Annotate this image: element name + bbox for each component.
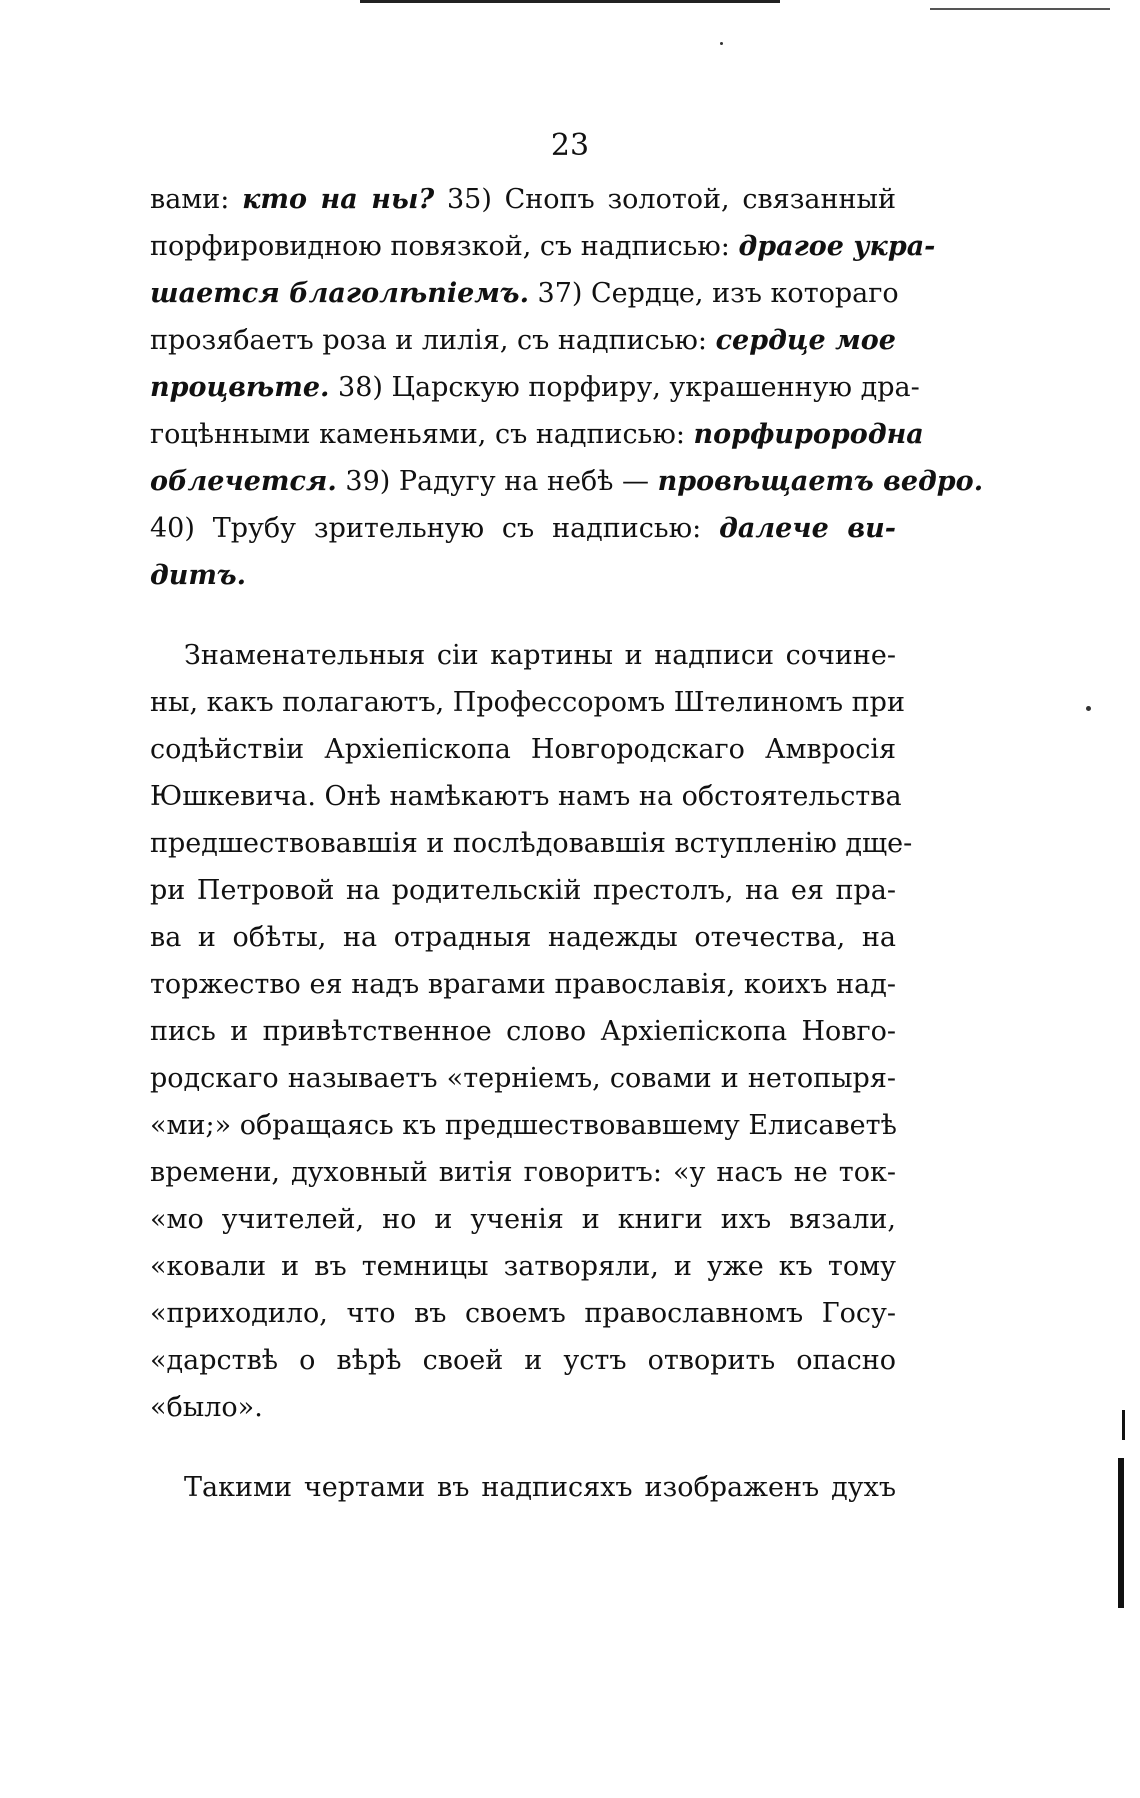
paragraph-commentary (150, 632, 913, 1431)
text-line: Такими чертами въ надписяхъ изображенъ духъ (184, 1472, 896, 1503)
scan-edge-mark (1118, 1458, 1124, 1608)
text-line: родскаго называетъ «терніемъ, совами и нетопыря- (150, 1063, 896, 1094)
text-line: пись и привѣтственное слово Архіепіскопа Новго- (150, 1016, 896, 1047)
scan-speck (1086, 706, 1091, 711)
text-line: облечется. 39) Радугу на небѣ — провѣщаетъ ведро. (150, 466, 984, 497)
paragraph-closing (150, 1464, 896, 1511)
page-number: 23 (550, 128, 590, 163)
paragraph-emblems (150, 176, 984, 599)
text-line: «мо учителей, но и ученія и книги ихъ вязали, (150, 1204, 896, 1235)
text-line: прозябаетъ роза и лилія, съ надписью: сердце мое (150, 325, 896, 356)
text-line: вами: кто на ны? 35) Снопъ золотой, связанный (150, 184, 896, 215)
text-line: ва и обѣты, на отрадныя надежды отечества, на (150, 922, 896, 953)
top-right-rule (930, 8, 1110, 10)
text-line: процвѣте. 38) Царскую порфиру, украшенную дра- (150, 372, 920, 403)
text-line: шается благолѣпіемъ. 37) Сердце, изъ котораго (150, 278, 899, 309)
text-line: предшествовавшія и послѣдовавшія вступленію дще- (150, 828, 913, 859)
text-line: порфировидною повязкой, съ надписью: драгое укра- (150, 231, 936, 262)
text-line: «было». (150, 1392, 263, 1423)
text-line: торжество ея надъ врагами православія, коихъ над- (150, 969, 896, 1000)
text-line: Знаменательныя сіи картины и надписи сочине- (184, 640, 896, 671)
text-line: ри Петровой на родительскій престолъ, на ея пра- (150, 875, 896, 906)
text-line: содѣйствіи Архіепіскопа Новгородскаго Амвросія (150, 734, 896, 765)
top-rule (360, 0, 780, 3)
text-line: «ковали и въ темницы затворяли, и уже къ тому (150, 1251, 896, 1282)
text-line: ны, какъ полагаютъ, Профессоромъ Штелиномъ при (150, 687, 905, 718)
scan-edge-mark (1122, 1410, 1125, 1440)
text-line: «приходило, что въ своемъ православномъ Госу- (150, 1298, 896, 1329)
text-line: 40) Трубу зрительную съ надписью: далече ви- (150, 513, 897, 544)
text-line: «дарствѣ о вѣрѣ своей и устъ отворить опасно (150, 1345, 896, 1376)
text-line: «ми;» обращаясь къ предшествовавшему Елисаветѣ (150, 1110, 897, 1141)
text-line: времени, духовный витія говоритъ: «у насъ не ток- (150, 1157, 896, 1188)
scan-speck (720, 42, 723, 45)
text-line: дитъ. (150, 560, 247, 591)
text-line: Юшкевича. Онѣ намѣкаютъ намъ на обстоятельства (150, 781, 902, 812)
text-line: гоцѣнными каменьями, съ надписью: порфирородна (150, 419, 924, 450)
